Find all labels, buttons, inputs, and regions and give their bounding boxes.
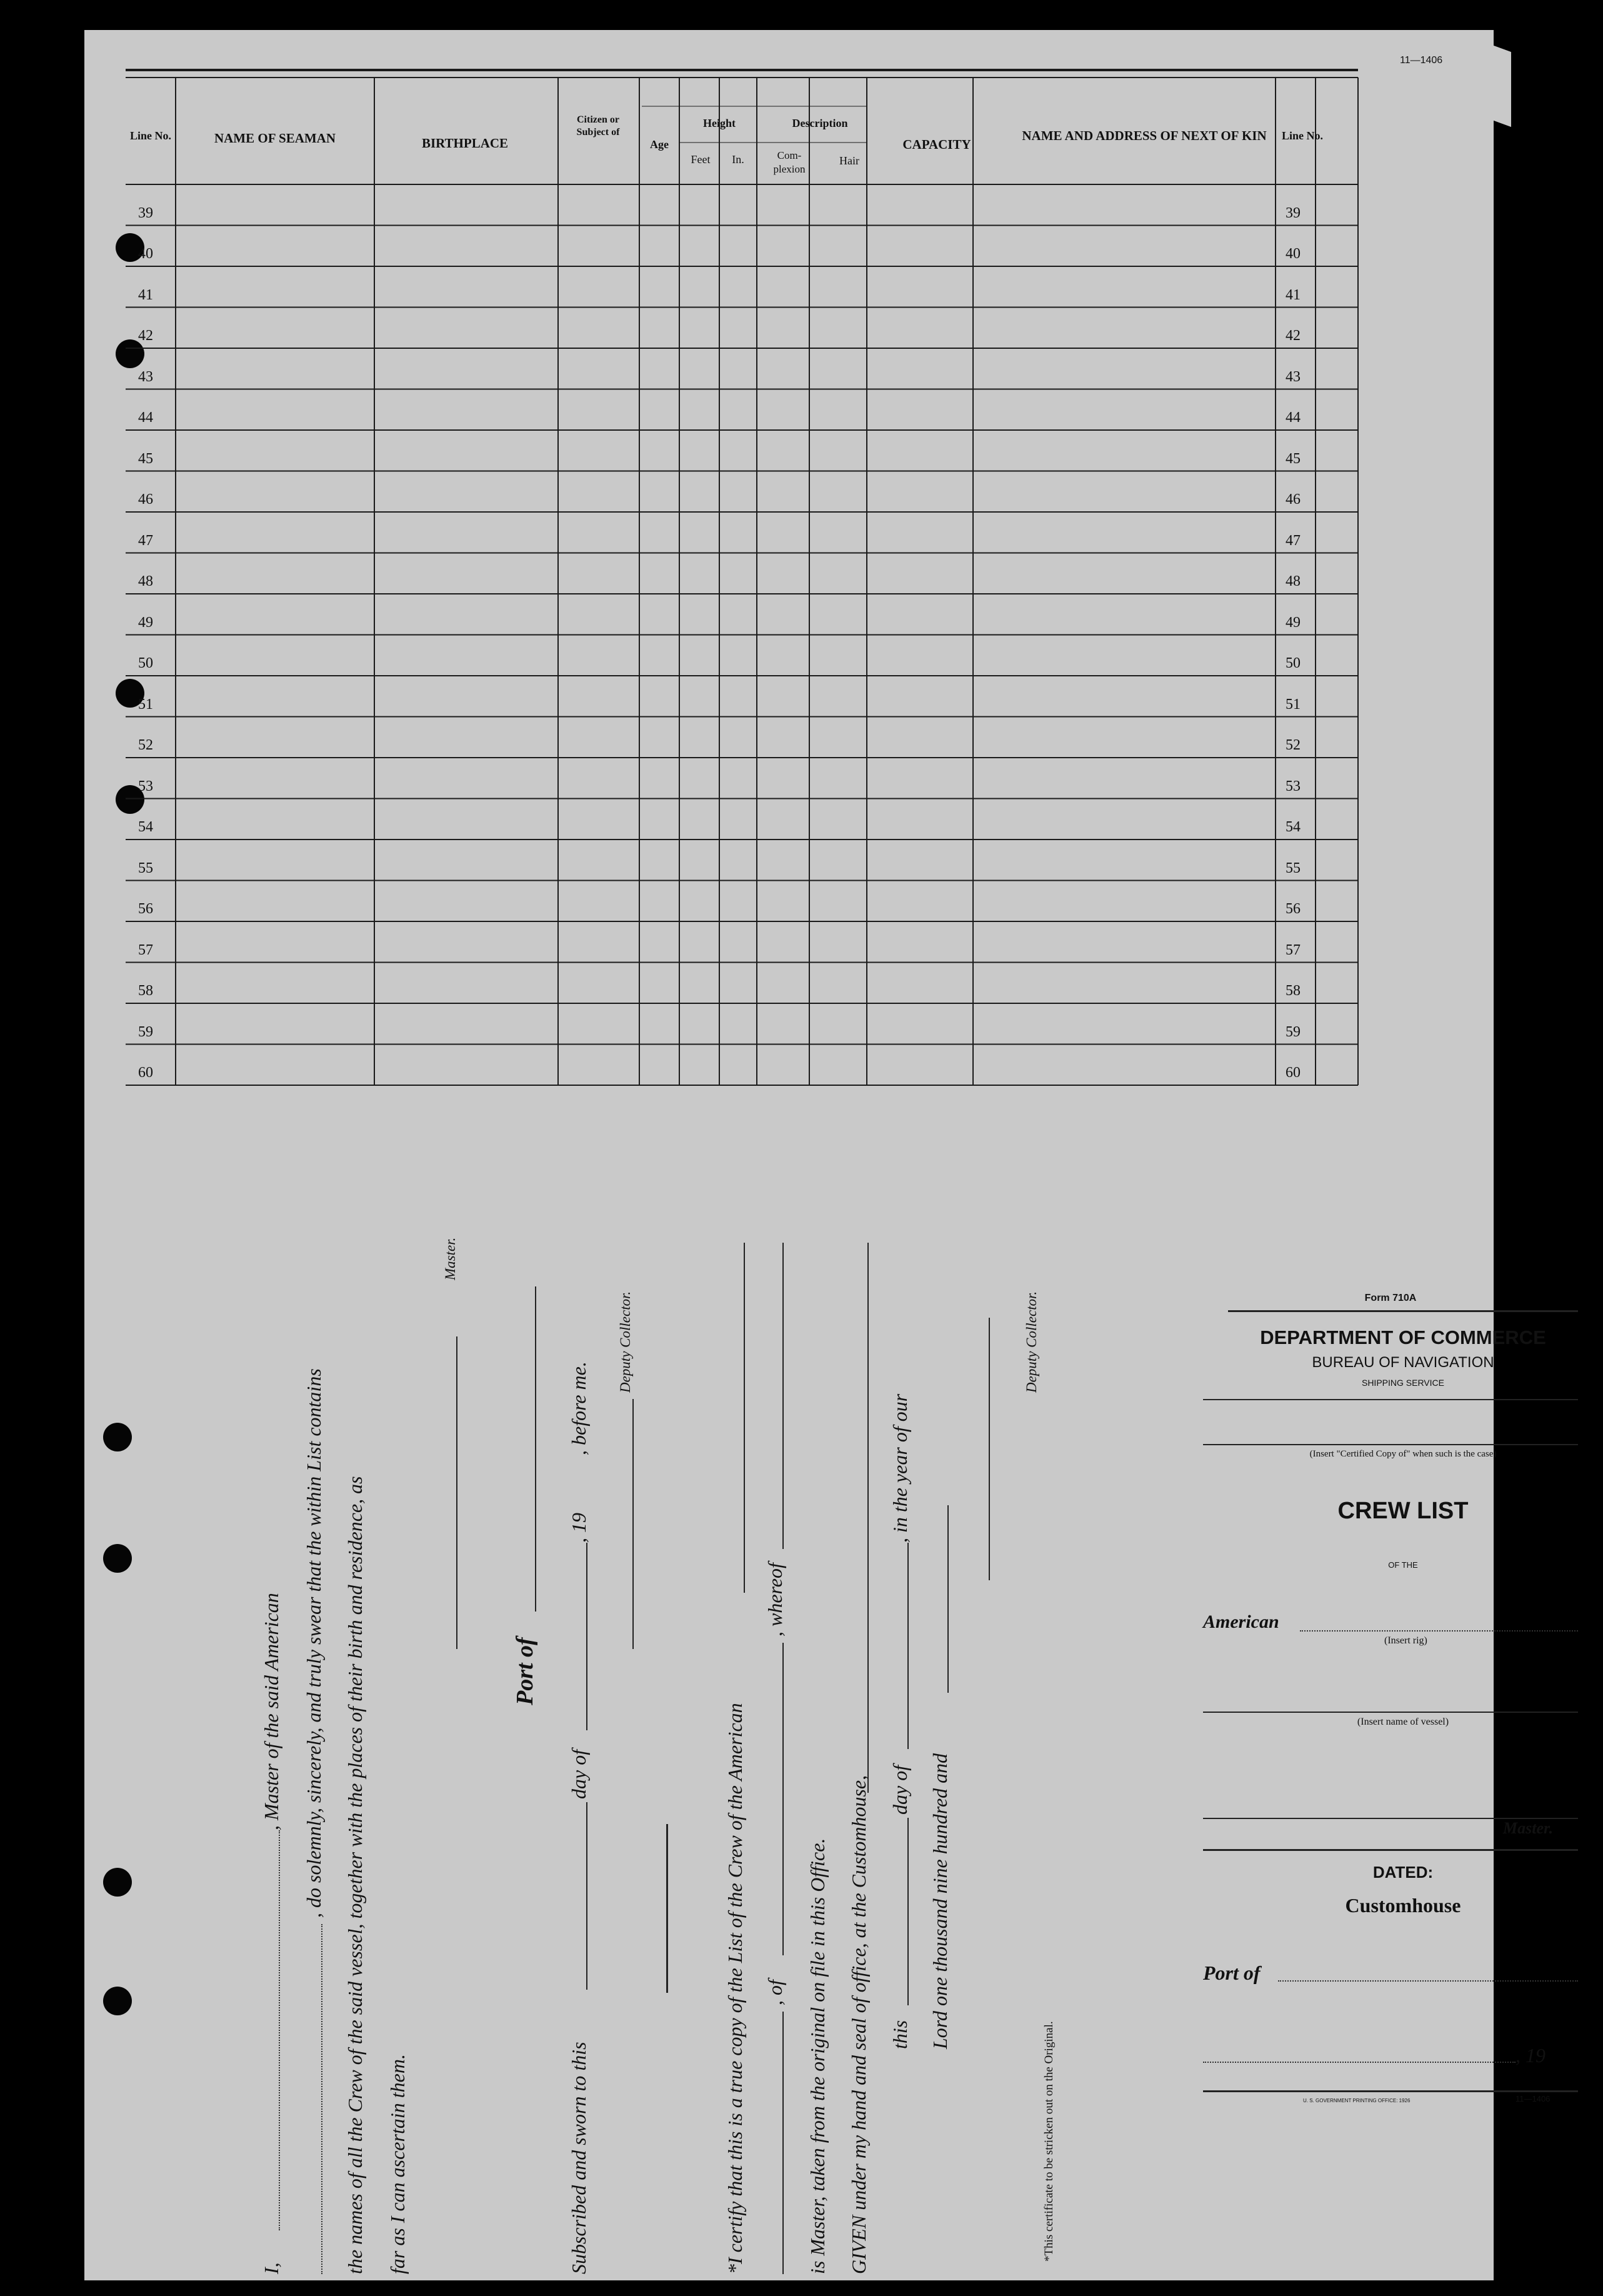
header-description: Description [792, 117, 848, 129]
oath-port-of: Port of [512, 1637, 538, 1705]
master-signature-line [456, 1336, 457, 1649]
cover-year: , 19 [1516, 2044, 1546, 2067]
cover-top-rule [1228, 1310, 1578, 1312]
insert-vessel-note: (Insert name of vessel) [1357, 1717, 1449, 1727]
row-number-right: 59 [1286, 1023, 1301, 1040]
row-number-right: 45 [1286, 450, 1301, 467]
row-number-left: 52 [138, 737, 153, 754]
copy-whereof: , whereof [764, 1563, 786, 1637]
cover-port-of: Port of [1203, 1962, 1261, 1984]
department-title: DEPARTMENT OF COMMERCE [1260, 1326, 1546, 1348]
row-number-left: 60 [138, 1065, 153, 1081]
oath-master-of: , Master of the said American [260, 1593, 282, 1830]
row-number-right: 53 [1286, 778, 1301, 795]
row-number-left: 49 [138, 614, 153, 631]
service-rule [1203, 1399, 1578, 1400]
port-line [535, 1286, 536, 1612]
cover-master-label: Master. [1503, 1819, 1554, 1837]
row-number-right: 52 [1286, 737, 1301, 754]
given-month-line [907, 1543, 909, 1749]
printing-office: U. S. GOVERNMENT PRINTING OFFICE: 1926 [1303, 2098, 1411, 2103]
crew-table [126, 69, 1496, 1106]
certified-copy-note: (Insert "Certified Copy of" when such is the case) [1309, 1449, 1497, 1459]
binder-hole [103, 1987, 132, 2015]
row-number-right: 48 [1286, 573, 1301, 590]
row-number-left: 41 [138, 286, 153, 303]
service-title: SHIPPING SERVICE [1361, 1378, 1444, 1388]
row-number-right: 49 [1286, 614, 1301, 631]
row-number-left: 57 [138, 941, 153, 958]
header-complexion: Com- plexion [773, 149, 806, 175]
crew-list-title: CREW LIST [1337, 1498, 1469, 1524]
header-capacity: CAPACITY [902, 137, 971, 152]
header-citizen: Citizen or Subject of [576, 114, 620, 138]
oath-before-me: , before me. [567, 1361, 590, 1455]
row-number-right: 47 [1286, 532, 1301, 549]
row-number-right: 56 [1286, 901, 1301, 918]
row-number-right: 55 [1286, 860, 1301, 876]
binder-hole [103, 1544, 132, 1573]
certify-vessel-line [744, 1243, 745, 1593]
row-number-right: 60 [1286, 1065, 1301, 1081]
dated-rule [1203, 1849, 1578, 1851]
deputy-signature-line [632, 1399, 634, 1649]
copy-deputy-collector: Deputy Collector. [1024, 1291, 1039, 1393]
row-number-left: 56 [138, 901, 153, 918]
copy-of: , of [764, 1980, 786, 2005]
cover-bottom-rule [1203, 2090, 1578, 2092]
certify-of-line [782, 2012, 784, 2274]
separator-line [666, 1824, 668, 1993]
header-birthplace: BIRTHPLACE [421, 136, 509, 151]
row-number-right: 42 [1286, 328, 1301, 344]
oath-deputy-collector: Deputy Collector. [617, 1291, 633, 1393]
american-label: American [1203, 1612, 1279, 1632]
binder-hole [103, 1423, 132, 1451]
row-number-left: 46 [138, 491, 153, 508]
oath-far-as: far as I can ascertain them. [386, 2054, 409, 2274]
row-number-left: 51 [138, 696, 153, 713]
header-name: NAME OF SEAMAN [214, 131, 336, 146]
row-number-left: 48 [138, 573, 153, 590]
header-height: Height [703, 117, 736, 129]
header-inches: In. [732, 153, 744, 166]
header-line-no-right: Line No. [1281, 129, 1323, 142]
row-number-right: 51 [1286, 696, 1301, 713]
oath-year: , 19 [567, 1513, 590, 1543]
certificate-footnote: *This certificate to be stricken out on the Original. [1042, 2021, 1056, 2262]
row-number-left: 45 [138, 450, 153, 467]
row-number-right: 39 [1286, 204, 1301, 221]
oath-vessel-line [321, 1924, 322, 2274]
row-number-left: 58 [138, 983, 153, 1000]
row-number-left: 50 [138, 655, 153, 672]
oath-i: I, [260, 2262, 282, 2274]
row-number-right: 44 [1286, 409, 1301, 426]
copy-in-year: , in the year of our [889, 1393, 911, 1543]
copy-given: GIVEN under my hand and seal of office, at the Customhouse, [847, 1775, 870, 2274]
header-age: Age [650, 138, 669, 151]
bureau-title: BUREAU OF NAVIGATION [1312, 1354, 1494, 1371]
header-line-no: Line No. [129, 129, 171, 142]
certified-copy-line [1203, 1444, 1578, 1445]
header-kin: NAME AND ADDRESS OF NEXT OF KIN [1022, 128, 1267, 143]
form-code-top: 11—1406 [1400, 55, 1443, 66]
row-number-right: 43 [1286, 368, 1301, 385]
copy-certify: *I certify that this is a true copy of the List of the Crew of the American [724, 1703, 746, 2274]
oath-name-line [279, 1830, 280, 2230]
header-hair: Hair [839, 154, 859, 167]
of-the-label: OF THE [1388, 1560, 1418, 1570]
copy-day-of: day of [889, 1765, 911, 1815]
oath-names: the names of all the Crew of the said vessel, together with the places of their birth and residence, as [344, 1476, 366, 2274]
binder-hole [103, 1868, 132, 1897]
customhouse-label: Customhouse [1345, 1894, 1461, 1917]
given-day-line [907, 1818, 909, 2005]
given-year-line [947, 1505, 949, 1693]
row-number-right: 41 [1286, 286, 1301, 303]
copy-is-master: is Master, taken from the original on file in this Office. [806, 1838, 829, 2274]
master-oath-certificate [249, 1218, 1086, 2274]
sworn-day-line [586, 1802, 587, 1990]
cover-block [1203, 1280, 1578, 2168]
row-number-right: 50 [1286, 655, 1301, 672]
oath-subscribed: Subscribed and sworn to this [567, 2042, 590, 2274]
row-number-right: 46 [1286, 491, 1301, 508]
date-line [1203, 2062, 1516, 2063]
row-number-right: 40 [1286, 246, 1301, 263]
form-sheet [84, 30, 1554, 2280]
row-number-left: 55 [138, 860, 153, 876]
copy-lord: Lord one thousand nine hundred and [929, 1753, 951, 2049]
form-number: Form 710A [1364, 1293, 1417, 1303]
copy-this: this [889, 2020, 911, 2049]
oath-day-of: day of [567, 1749, 590, 1799]
vessel-name-line [1203, 1712, 1578, 1713]
row-number-right: 57 [1286, 941, 1301, 958]
dated-label: DATED: [1372, 1863, 1434, 1882]
header-feet: Feet [691, 153, 711, 166]
deputy-signature-line-2 [989, 1318, 990, 1580]
row-number-left: 47 [138, 532, 153, 549]
given-place-line [867, 1243, 869, 1793]
row-number-left: 39 [138, 204, 153, 221]
row-number-left: 54 [138, 819, 153, 836]
certify-whereof-line [782, 1643, 784, 1955]
row-number-left: 40 [138, 246, 153, 263]
rig-line [1300, 1630, 1578, 1632]
port-of-line [1278, 1980, 1578, 1982]
oath-swear: , do solemnly, sincerely, and truly swear that the within List contains [302, 1368, 325, 1918]
cover-form-code: 11—1406 [1516, 2094, 1551, 2103]
certify-master-line [782, 1243, 784, 1549]
row-number-left: 43 [138, 368, 153, 385]
row-number-left: 53 [138, 778, 153, 795]
row-number-left: 42 [138, 328, 153, 344]
row-number-right: 54 [1286, 819, 1301, 836]
insert-rig-note: (Insert rig) [1384, 1635, 1427, 1646]
row-number-left: 44 [138, 409, 153, 426]
sworn-month-line [586, 1543, 587, 1730]
oath-master-label: Master. [442, 1237, 458, 1280]
row-number-right: 58 [1286, 983, 1301, 1000]
row-number-left: 59 [138, 1023, 153, 1040]
